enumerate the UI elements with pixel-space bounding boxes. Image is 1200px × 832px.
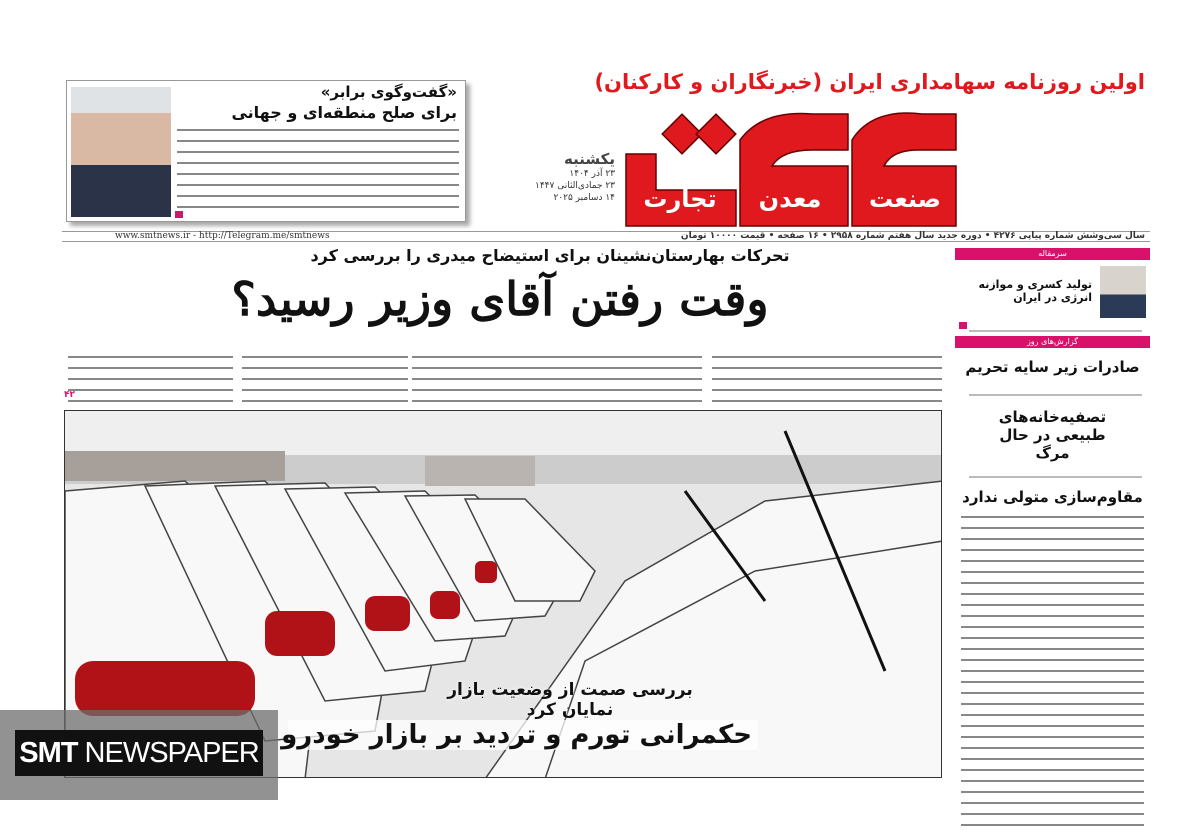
- editorial-title: تولید کسری و موازنه انرژی در ایران: [978, 278, 1092, 304]
- logo-word-tejarat: تجارت: [643, 185, 717, 213]
- divider: [62, 241, 1150, 242]
- date-gregorian: ۱۴ دسامبر ۲۰۲۵: [553, 193, 615, 203]
- date-solar: ۲۳ آذر ۱۴۰۴: [569, 169, 615, 179]
- masthead-tagline: اولین روزنامه سهامداری ایران (خبرنگاران و کارکنان): [594, 70, 1145, 94]
- photo-kicker: بررسی صمت از وضعیت بازار نمایان کرد: [447, 680, 693, 720]
- page-marker-icon: [175, 211, 183, 218]
- lead-supertitle: تحرکات بهارستان‌نشینان برای استیضاح میدری را بررسی کرد: [310, 246, 790, 265]
- section-editorial: سرمقاله: [955, 248, 1150, 260]
- lead-body-col: [712, 352, 942, 404]
- editorial-author-photo: [1100, 266, 1146, 318]
- editorial-item[interactable]: [955, 260, 1150, 320]
- watermark: [0, 710, 278, 800]
- lead-page-ref: ۴۲: [64, 390, 75, 400]
- sidebar-item[interactable]: صادرات زیر سایه تحریم: [965, 358, 1140, 376]
- photo-headline[interactable]: حکمرانی تورم و تردید بر بازار خودرو: [288, 720, 758, 750]
- watermark-text: NEWSPAPER: [77, 737, 259, 769]
- top-story-title-2: برای صلح منطقه‌ای و جهانی: [231, 103, 457, 122]
- date-lunar: ۲۳ جمادی‌الثانی ۱۴۴۷: [534, 181, 615, 191]
- lead-body-col: [412, 352, 702, 404]
- section-daily-reports: گزارش‌های روز: [955, 336, 1150, 348]
- sidebar-item[interactable]: تصفیه‌خانه‌های طبیعی در حال مرگ: [998, 408, 1107, 462]
- logo-word-sanat: صنعت: [869, 185, 941, 213]
- website-links[interactable]: www.smtnews.ir - http://Telegram.me/smtnews: [115, 231, 330, 241]
- top-story-box[interactable]: [66, 80, 466, 222]
- top-story-photo: [71, 87, 171, 217]
- weekday: یکشنبه: [564, 150, 615, 168]
- logo-word-madan: معدن: [758, 185, 822, 213]
- page-marker-icon: [959, 322, 967, 329]
- issue-info: سال سی‌وشش شماره پیاپی ۴۲۷۶ • دوره جدید سال هفتم شماره ۲۹۵۸ • ۱۶ صفحه • قیمت ۱۰۰۰۰ تومان: [680, 231, 1145, 241]
- right-sidebar: [955, 248, 1150, 793]
- lead-body-col: [68, 352, 233, 404]
- top-story-title-1: «گفت‌وگوی برابر»: [320, 83, 457, 101]
- sidebar-item[interactable]: مقاوم‌سازی متولی ندارد: [962, 488, 1143, 506]
- watermark-brand: SMT: [19, 737, 78, 769]
- date-block: [520, 150, 615, 204]
- lead-body-col: [242, 352, 408, 404]
- top-story-body: [177, 125, 459, 209]
- sidebar-article-body: [961, 512, 1144, 832]
- lead-headline[interactable]: وقت رفتن آقای وزیر رسید؟: [231, 272, 769, 326]
